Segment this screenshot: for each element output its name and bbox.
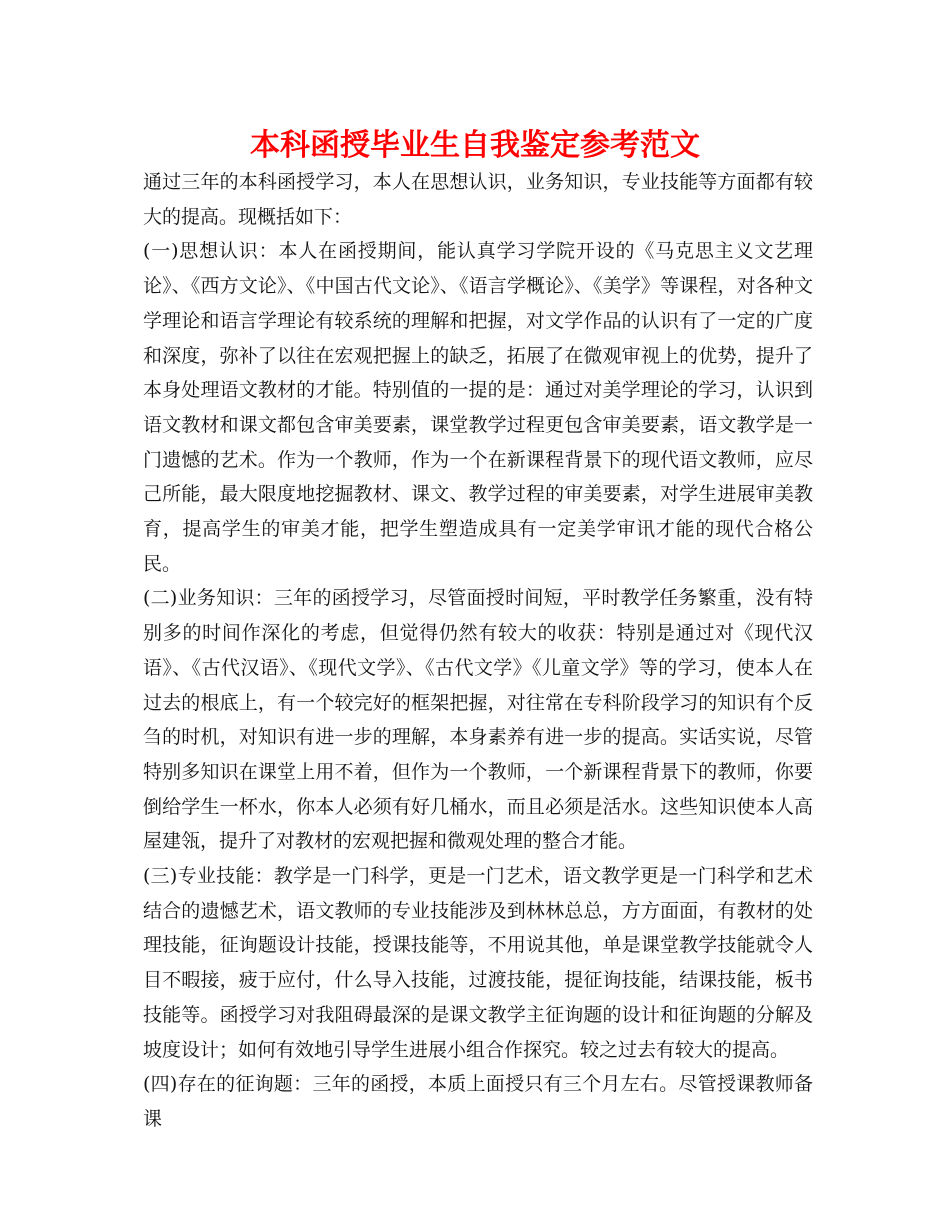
paragraph-thought: (一)思想认识：本人在函授期间，能认真学习学院开设的《马克思主义文艺理论》、《西方文论》、《中国古代文论》、《语言学概论》、《美学》等课程，对各种文学理论和语言学理论有较系统的理解和把握，对文学作品的认识有了一定的广度和深度，弥补了以往在宏观把握上的缺乏，拓展了在微观审视上的优势，提升了本身处理语文教材的才能。特别值的一提的是：通过对美学理论的学习，认识到语文教材和课文都包含审美要素，课堂教学过程更包含审美要素，语文教学是一门遗憾的艺术。作为一个教师，作为一个在新课程背景下的现代语文教师，应尽己所能，最大限度地挖掘教材、课文、教学过程的审美要素，对学生进展审美教育，提高学生的审美才能，把学生塑造成具有一定美学审讯才能的现代合格公民。 bbox=[143, 240, 813, 575]
paragraph-intro: 通过三年的本科函授学习，本人在思想认识，业务知识，专业技能等方面都有较大的提高。现概括如下： bbox=[143, 171, 813, 228]
paragraph-problems: (四)存在的征询题：三年的函授，本质上面授只有三个月左右。尽管授课教师备课 bbox=[143, 1073, 813, 1130]
document-body bbox=[143, 165, 813, 1137]
paragraph-professional-skills: (三)专业技能：教学是一门科学，更是一门艺术，语文教学更是一门科学和艺术结合的遗憾艺术，语文教师的专业技能涉及到林林总总，方方面面，有教材的处理技能，征询题设计技能，授课技能等，不用说其他，单是课堂教学技能就令人目不暇接，疲于应付，什么导入技能，过渡技能，提征询技能，结课技能，板书技能等。函授学习对我阻碍最深的是课文教学主征询题的设计和征询题的分解及坡度设计；如何有效地引导学生进展小组合作探究。较之过去有较大的提高。 bbox=[143, 865, 813, 1061]
paragraph-business-knowledge: (二)业务知识：三年的函授学习，尽管面授时间短，平时教学任务繁重，没有特别多的时间作深化的考虑，但觉得仍然有较大的收获：特别是通过对《现代汉语》、《古代汉语》、《现代文学》、《古代文学》《儿童文学》等的学习，使本人在过去的根底上，有一个较完好的框架把握，对往常在专科阶段学习的知识有个反刍的时机，对知识有进一步的理解，本身素养有进一步的提高。实话实说，尽管特别多知识在课堂上用不着，但作为一个教师，一个新课程背景下的教师，你要倒给学生一杯水，你本人必须有好几桶水，而且必须是活水。这些知识使本人高屋建瓴，提升了对教材的宏观把握和微观处理的整合才能。 bbox=[143, 587, 813, 853]
document-title: 本科函授毕业生自我鉴定参考范文 bbox=[250, 128, 700, 163]
